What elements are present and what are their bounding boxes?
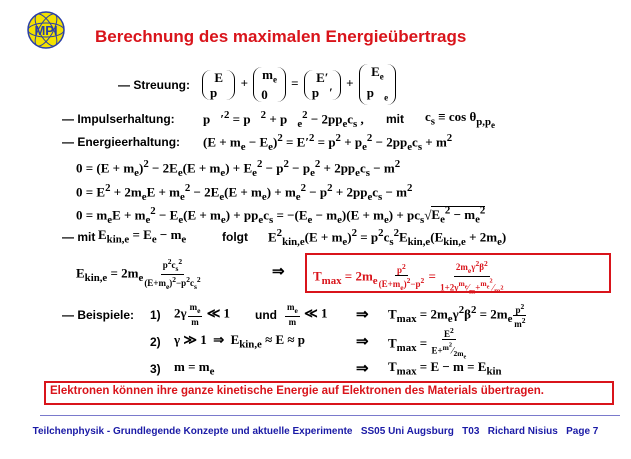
streuung-label: — Streuung:: [118, 78, 190, 92]
beispiel-1-condition-a: 2γ $\frac{m_e}{m}$ ≪ 1: [174, 302, 231, 327]
tmax-formula: $T_{max} = 2m_e$ $\frac{p^2}{(E+m_e)^2-p^2}$ = $\frac{2m_e\gamma^2\beta^2}{1+2\gamma^{m_e}⁄_m+^{m_e^2}⁄_{m^2}}$: [313, 259, 504, 296]
beispiele-label: — Beispiele:: [62, 308, 135, 322]
beispiel-2-number: 2): [150, 335, 161, 349]
beispiel-2-condition: γ ≫ 1 ⇒ $E_{kin,e} \approx E \approx p$: [174, 332, 306, 351]
implies-arrow-3: ⇒: [356, 334, 369, 350]
footer: [0, 426, 631, 437]
footer-rule: [40, 415, 620, 416]
cos-definition: $c_s \equiv \cos \theta_{p,p_e}$: [425, 109, 496, 130]
conclusion-text: Elektronen können ihre ganze kinetische Energie auf Elektronen des Materials übertragen.: [50, 385, 545, 397]
energie-label: — Energieerhaltung:: [62, 135, 181, 149]
implies-arrow-2: ⇒: [356, 307, 369, 323]
beispiel-1-und: und: [255, 308, 277, 322]
beispiel-3-result: $T_{max} = E - m = E_{kin}$: [388, 359, 502, 378]
ekin-definition: $E_{kin,e} = E_e - m_e$: [98, 227, 187, 246]
momentum-equation: $p⃗'^2$ = p⃗$^2$ + $p⃗_e^2 - 2pp_ec_s$ ,: [203, 109, 364, 130]
tmax-box: [305, 253, 611, 296]
logo-text: MPI: [34, 23, 58, 38]
beispiel-3-number: 3): [150, 362, 161, 376]
beispiel-2-result: $T_{max}$ = $\frac{E^2}{E+^{m^2}⁄_{2m_e}}$: [388, 326, 467, 361]
mpi-logo: [26, 10, 66, 50]
footer-course: Teilchenphysik - Grundlegende Konzepte und aktuelle Experimente: [32, 426, 353, 437]
impuls-label: — Impulserhaltung:: [62, 112, 175, 126]
mit-label: — mit: [62, 230, 96, 244]
footer-section: T03: [462, 426, 480, 437]
beispiel-1-result: $T_{max} = 2m_e\gamma^2\beta^2 = 2m_e$ $\frac{p^2}{m^2}$: [388, 302, 526, 329]
beispiel-1-condition-b: $\frac{m_e}{m}$ ≪ 1: [287, 302, 328, 327]
footer-page: Page 7: [566, 426, 599, 437]
slide-title: Berechnung des maximalen Energieübertrags: [95, 27, 467, 46]
implies-arrow-1: ⇒: [272, 264, 285, 280]
derivation-line-3: $0 = m_eE + m_e^2 - E_e(E + m_e) + pp_ec_s = -(E_e - m_e)(E + m_e) + pc_s√E_e^2 - m_e^2$: [76, 205, 486, 226]
implies-arrow-4: ⇒: [356, 361, 369, 377]
derivation-line-1: $0 = (E + m_e)^2 - 2E_e(E + m_e) + E_e^2 - p^2 - p_e^2 + 2pp_ec_s - m^2$: [76, 158, 401, 179]
derivation-line-2: $0 = E^2 + 2m_eE + m_e^2 - 2E_e(E + m_e) + m_e^2 - p^2 + 2pp_ec_s - m^2$: [76, 182, 413, 203]
beispiel-1-number: 1): [150, 308, 161, 322]
footer-author: Richard Nisius: [487, 426, 558, 437]
scattering-equation: E p⃗ + $m_e$ 0⃗ = E′ p⃗′ + $E_e$ $p⃗_e$: [200, 64, 398, 105]
ekin-relation: $E^2_{kin,e}(E + m_e)^2 = p^2c_s^2E_{kin,e}(E_{kin,e} + 2m_e)$: [268, 227, 507, 248]
impuls-mit: mit: [386, 112, 404, 126]
folgt-label: folgt: [222, 230, 248, 244]
beispiel-3-condition: $m = m_e$: [174, 359, 215, 378]
energy-equation: $(E + m_e - E_e)^2 = E'^2 = p^2 + p_e^2 - 2pp_ec_s + m^2$: [203, 132, 453, 153]
footer-term: SS05 Uni Augsburg: [360, 426, 454, 437]
ekin-result: $E_{kin,e} = 2m_e$ $\frac{p^2c_s^2}{(E+m_e)^2-p^2c_s^2}$: [76, 257, 201, 291]
